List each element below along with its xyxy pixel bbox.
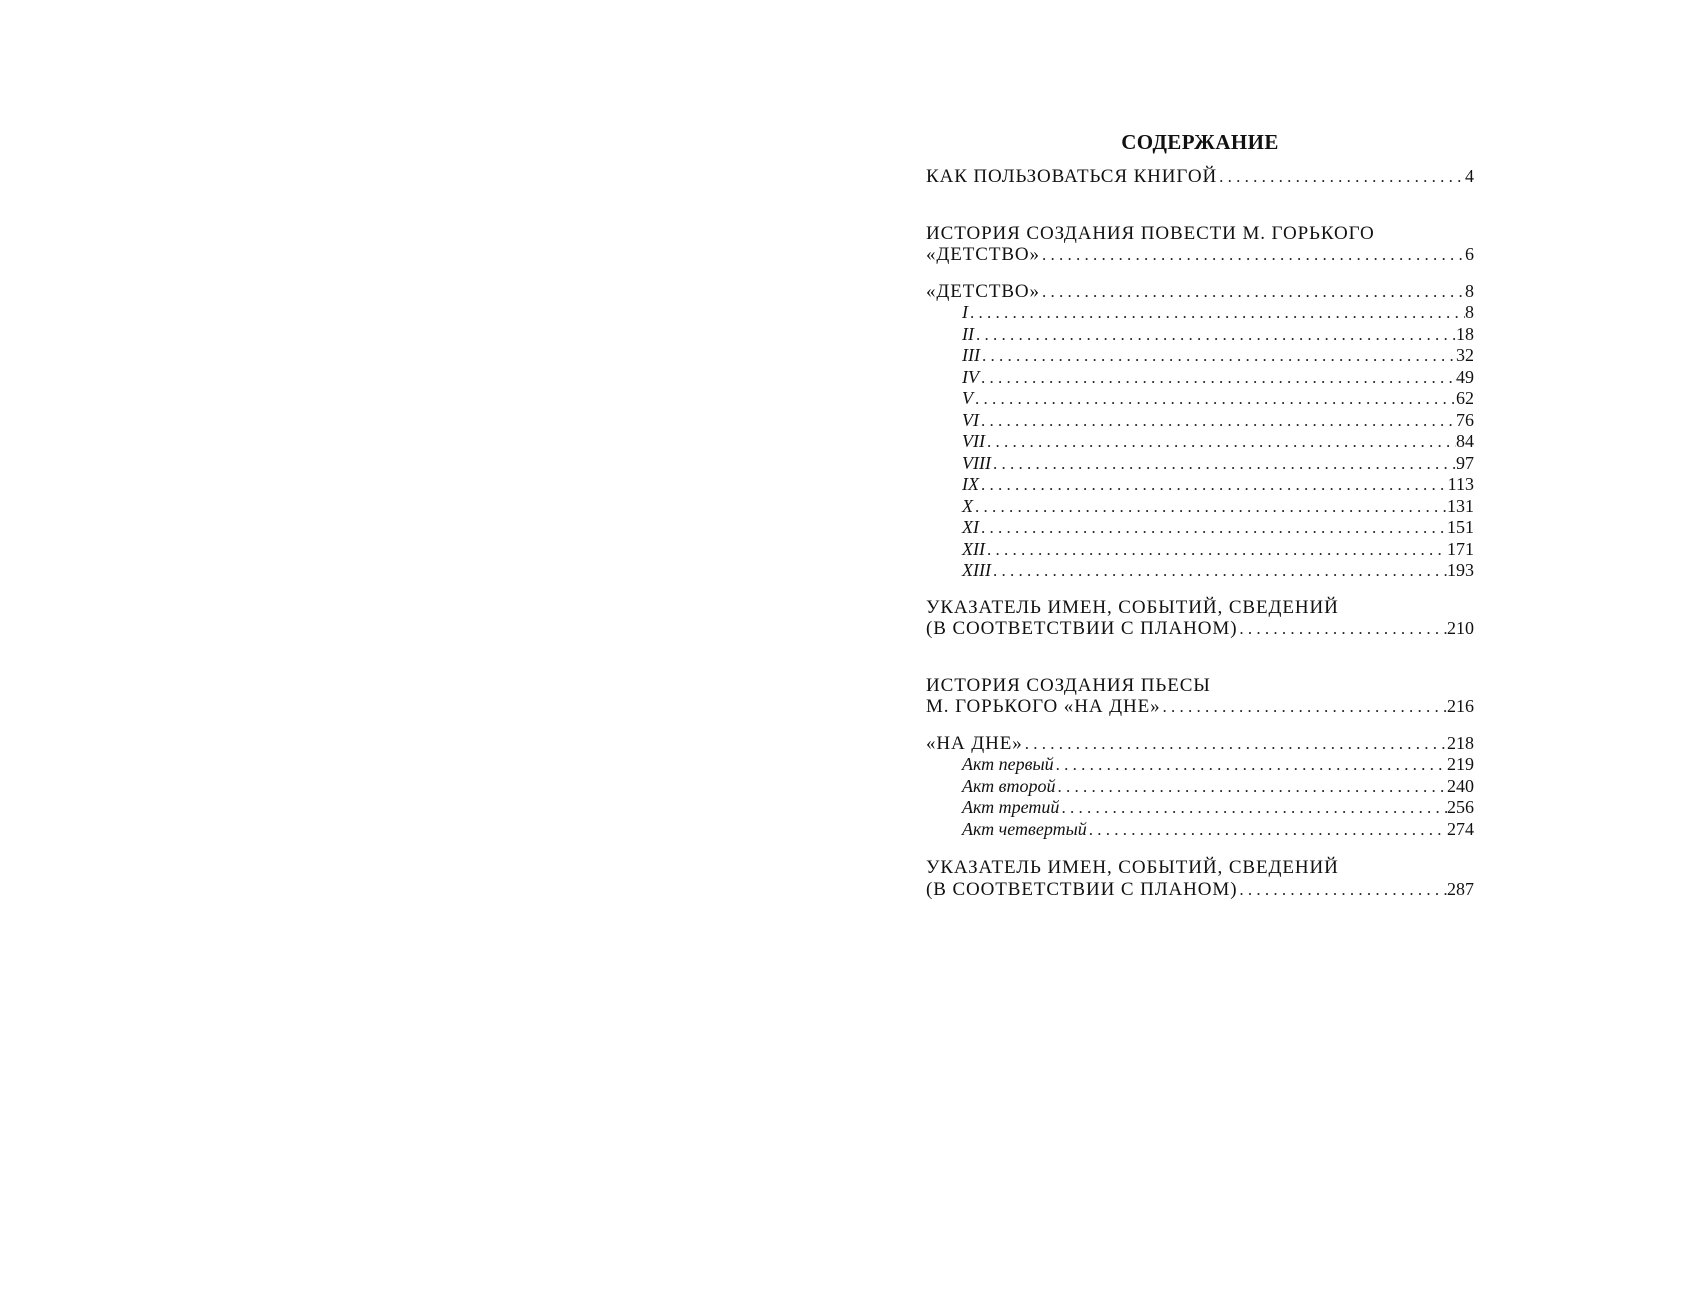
- toc-act: [926, 776, 1474, 798]
- toc-act: [926, 797, 1474, 819]
- toc-entry-line: [926, 675, 1474, 697]
- toc-page-number: 287: [1447, 878, 1474, 899]
- toc-chapter: [926, 367, 1474, 389]
- dot-leader: [1023, 733, 1447, 755]
- toc-entry-text: «ДЕТСТВО»: [926, 244, 1040, 265]
- toc-page-number: 6: [1465, 244, 1474, 264]
- toc-page-number: 171: [1447, 538, 1474, 559]
- toc-page-number: 62: [1456, 388, 1474, 408]
- toc-page-number: 97: [1456, 452, 1474, 473]
- toc-entry-history-childhood: [926, 244, 1474, 266]
- toc-entry-text: М. ГОРЬКОГО «НА ДНЕ»: [926, 696, 1161, 717]
- toc-page-number: 151: [1447, 517, 1474, 537]
- dot-leader: [985, 539, 1447, 561]
- dot-leader: [1237, 879, 1447, 901]
- toc-entry-index-lower-depths: [926, 879, 1474, 901]
- toc-chapter: [926, 474, 1474, 496]
- dot-leader: [1087, 819, 1447, 841]
- toc-chapter-numeral: IX: [962, 474, 979, 494]
- toc-entry-text: КАК ПОЛЬЗОВАТЬСЯ КНИГОЙ: [926, 166, 1218, 187]
- toc-chapter: [926, 410, 1474, 432]
- toc-page-number: 32: [1456, 345, 1474, 365]
- toc-chapter-numeral: XI: [962, 517, 979, 537]
- dot-leader: [1040, 281, 1465, 303]
- dot-leader: [980, 345, 1456, 367]
- toc-chapter: [926, 496, 1474, 518]
- toc-page-number: 49: [1456, 366, 1474, 387]
- dot-leader: [979, 474, 1448, 496]
- toc-title: СОДЕРЖАНИЕ: [1121, 130, 1279, 154]
- dot-leader: [1059, 797, 1447, 819]
- toc-chapter-numeral: VI: [962, 409, 979, 430]
- toc-chapter: [926, 431, 1474, 453]
- toc-entry-text: ИСТОРИЯ СОЗДАНИЯ ПЬЕСЫ: [926, 674, 1211, 696]
- toc-act-title: Акт четвертый: [962, 818, 1087, 839]
- toc-act: [926, 754, 1474, 776]
- table-of-contents: [926, 128, 1474, 900]
- dot-leader: [1237, 618, 1447, 640]
- toc-page-number: 8: [1465, 302, 1474, 322]
- dot-leader: [1217, 166, 1465, 188]
- dot-leader: [973, 496, 1447, 518]
- toc-chapter-numeral: XII: [962, 538, 985, 559]
- toc-chapter-numeral: XIII: [962, 560, 991, 580]
- toc-chapter: [926, 345, 1474, 367]
- toc-chapter: [926, 324, 1474, 346]
- toc-page-number: 210: [1447, 618, 1474, 638]
- toc-entry-text: (В СООТВЕТСТВИИ С ПЛАНОМ): [926, 878, 1238, 900]
- toc-page-number: 84: [1456, 431, 1474, 451]
- dot-leader: [1040, 244, 1465, 266]
- toc-entry-text: (В СООТВЕТСТВИИ С ПЛАНОМ): [926, 618, 1238, 639]
- toc-entry-text: УКАЗАТЕЛЬ ИМЕН, СОБЫТИЙ, СВЕДЕНИЙ: [926, 857, 1339, 878]
- toc-chapter: [926, 539, 1474, 561]
- dot-leader: [1054, 754, 1447, 776]
- toc-entry-text: ИСТОРИЯ СОЗДАНИЯ ПОВЕСТИ М. ГОРЬКОГО: [926, 222, 1375, 244]
- dot-leader: [1056, 776, 1448, 798]
- toc-page-number: 4: [1465, 166, 1474, 186]
- toc-act-title: Акт второй: [962, 775, 1056, 796]
- toc-entry-history-lower-depths: [926, 696, 1474, 718]
- dot-leader: [979, 517, 1447, 539]
- dot-leader: [968, 302, 1465, 324]
- toc-page-number: 193: [1447, 560, 1474, 580]
- toc-page-number: 18: [1456, 323, 1474, 344]
- toc-chapter: [926, 560, 1474, 582]
- toc-chapter: [926, 517, 1474, 539]
- toc-chapter: [926, 388, 1474, 410]
- toc-chapter-numeral: III: [962, 345, 980, 365]
- dot-leader: [985, 431, 1456, 453]
- toc-page-number: 216: [1447, 696, 1474, 716]
- toc-page-number: 8: [1465, 280, 1474, 301]
- dot-leader: [1161, 696, 1448, 718]
- dot-leader: [991, 560, 1447, 582]
- toc-chapter-numeral: X: [962, 495, 973, 516]
- toc-chapter-numeral: VIII: [962, 452, 991, 473]
- toc-page-number: 76: [1456, 409, 1474, 430]
- toc-page-number: 113: [1447, 474, 1474, 494]
- toc-entry-text: «НА ДНЕ»: [926, 732, 1023, 754]
- toc-chapter-numeral: IV: [962, 366, 979, 387]
- toc-entry-text: «ДЕТСТВО»: [926, 280, 1040, 302]
- dot-leader: [991, 453, 1456, 475]
- toc-entry-how-to-use: [926, 166, 1474, 188]
- toc-act-title: Акт первый: [962, 754, 1054, 774]
- toc-page-number: 131: [1447, 495, 1474, 516]
- toc-entry-index-childhood: [926, 618, 1474, 640]
- dot-leader: [974, 324, 1456, 346]
- toc-page-number: 219: [1447, 754, 1474, 774]
- toc-chapter-numeral: V: [962, 388, 973, 408]
- toc-entry-line: [926, 857, 1474, 879]
- toc-page-number: 218: [1447, 732, 1474, 753]
- toc-page-number: 240: [1447, 775, 1474, 796]
- toc-chapter: [926, 302, 1474, 324]
- toc-entry-line: [926, 597, 1474, 619]
- dot-leader: [979, 410, 1456, 432]
- toc-act: [926, 819, 1474, 841]
- dot-leader: [973, 388, 1456, 410]
- toc-chapter-numeral: I: [962, 302, 968, 322]
- toc-chapter-numeral: II: [962, 323, 974, 344]
- toc-entry-line: [926, 223, 1474, 245]
- toc-page-number: 256: [1447, 797, 1474, 817]
- dot-leader: [979, 367, 1456, 389]
- toc-act-title: Акт третий: [962, 797, 1060, 817]
- toc-page-number: 274: [1447, 818, 1474, 839]
- toc-chapter-numeral: VII: [962, 431, 985, 451]
- toc-entry-text: УКАЗАТЕЛЬ ИМЕН, СОБЫТИЙ, СВЕДЕНИЙ: [926, 596, 1339, 618]
- toc-chapter: [926, 453, 1474, 475]
- toc-entry-lower-depths: [926, 733, 1474, 755]
- toc-entry-childhood: [926, 281, 1474, 303]
